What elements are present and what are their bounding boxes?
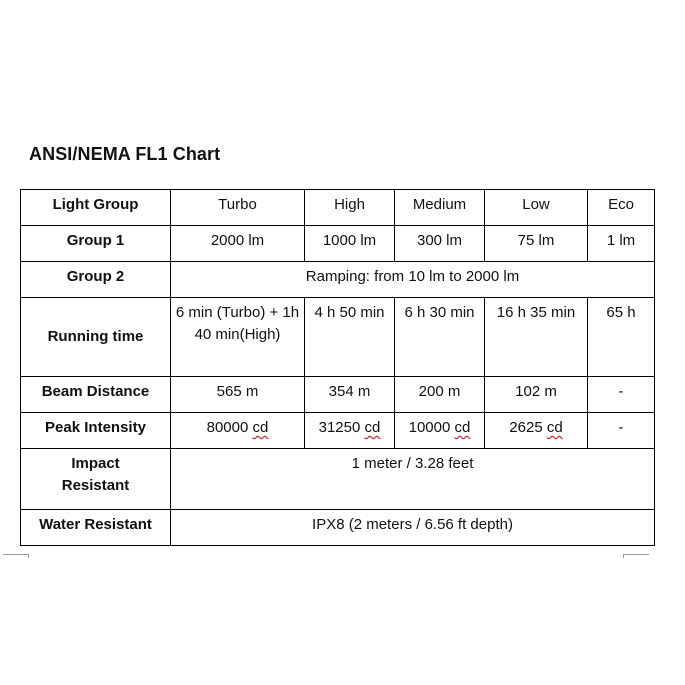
- beam-eco: -: [588, 377, 655, 413]
- impact-resistant-value: 1 meter / 3.28 feet: [171, 449, 655, 510]
- peak-high: [305, 413, 395, 449]
- running-low: 16 h 35 min: [485, 298, 588, 377]
- row-label-group2: Group 2: [21, 262, 171, 298]
- row-label-water-resistant: Water Resistant: [21, 510, 171, 546]
- beam-high: 354 m: [305, 377, 395, 413]
- corner-tick: [28, 554, 29, 558]
- corner-tick: [623, 554, 624, 558]
- beam-low: 102 m: [485, 377, 588, 413]
- document-title: ANSI/NEMA FL1 Chart: [29, 144, 221, 164]
- row-label-beam-distance: Beam Distance: [21, 377, 171, 413]
- row-label-running-time: Running time: [21, 298, 171, 377]
- peak-unit-misspelled: cd: [252, 419, 269, 436]
- table-row-running-time: [21, 298, 655, 377]
- peak-number: 10000: [408, 419, 451, 436]
- peak-number: 31250: [318, 419, 361, 436]
- running-turbo: 6 min (Turbo) + 1h 40 min(High): [171, 298, 305, 377]
- running-high: 4 h 50 min: [305, 298, 395, 377]
- peak-unit-misspelled: cd: [454, 419, 471, 436]
- header-low: Low: [485, 190, 588, 226]
- group2-ramping: Ramping: from 10 lm to 2000 lm: [171, 262, 655, 298]
- page-corner-mark-left: [3, 554, 29, 555]
- table-row-header: [21, 190, 655, 226]
- water-resistant-value: IPX8 (2 meters / 6.56 ft depth): [171, 510, 655, 546]
- group1-medium: 300 lm: [395, 226, 485, 262]
- peak-unit-misspelled: cd: [364, 419, 381, 436]
- running-eco: 65 h: [588, 298, 655, 377]
- peak-low: [485, 413, 588, 449]
- fl1-spec-table: [20, 189, 655, 546]
- peak-turbo: [171, 413, 305, 449]
- peak-number: -: [618, 419, 624, 436]
- peak-medium: [395, 413, 485, 449]
- group1-high: 1000 lm: [305, 226, 395, 262]
- peak-number: 2625: [509, 419, 543, 436]
- group1-low: 75 lm: [485, 226, 588, 262]
- table-row-group2: [21, 262, 655, 298]
- table-row-group1: [21, 226, 655, 262]
- beam-medium: 200 m: [395, 377, 485, 413]
- row-label-light-group: Light Group: [21, 190, 171, 226]
- header-turbo: Turbo: [171, 190, 305, 226]
- row-label-peak-intensity: Peak Intensity: [21, 413, 171, 449]
- group1-eco: 1 lm: [588, 226, 655, 262]
- page-corner-mark-right: [623, 554, 649, 555]
- header-medium: Medium: [395, 190, 485, 226]
- peak-number: 80000: [206, 419, 249, 436]
- row-label-group1: Group 1: [21, 226, 171, 262]
- beam-turbo: 565 m: [171, 377, 305, 413]
- group1-turbo: 2000 lm: [171, 226, 305, 262]
- table-row-water-resistant: [21, 510, 655, 546]
- table-row-peak-intensity: [21, 413, 655, 449]
- peak-eco: [588, 413, 655, 449]
- header-eco: Eco: [588, 190, 655, 226]
- peak-unit-misspelled: cd: [546, 419, 563, 436]
- header-high: High: [305, 190, 395, 226]
- table-row-impact-resistant: [21, 449, 655, 510]
- row-label-impact-resistant: Impact Resistant: [21, 449, 171, 510]
- table-row-beam-distance: [21, 377, 655, 413]
- running-medium: 6 h 30 min: [395, 298, 485, 377]
